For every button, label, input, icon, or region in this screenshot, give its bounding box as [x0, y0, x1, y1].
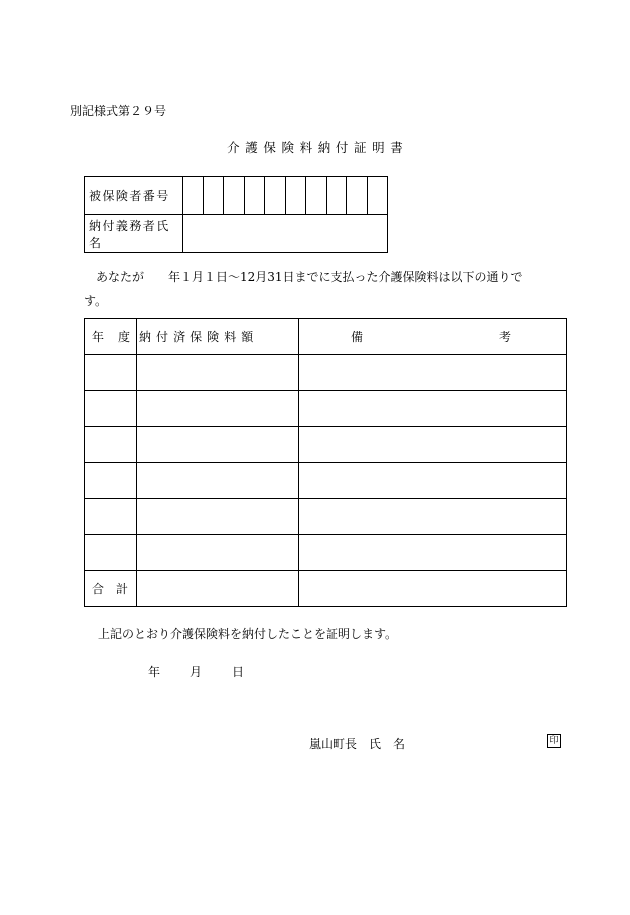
certification-text: 上記のとおり介護保険料を納付したことを証明します。	[98, 627, 398, 641]
header-remarks	[299, 319, 567, 355]
insured-number-digit-box[interactable]	[183, 177, 204, 215]
insured-number-digit-box[interactable]	[347, 177, 368, 215]
mayor-signature-line: 嵐山町長 氏 名	[309, 737, 406, 751]
seal-mark: 印	[547, 734, 561, 748]
amount-cell[interactable]	[137, 463, 299, 499]
table-row	[85, 535, 567, 571]
date-month-label: 月	[190, 665, 203, 679]
insured-number-digit-box[interactable]	[265, 177, 286, 215]
insured-number-digit-box[interactable]	[367, 177, 388, 215]
table-row	[85, 463, 567, 499]
payer-name-field[interactable]	[183, 215, 388, 253]
remarks-cell[interactable]	[299, 427, 567, 463]
insured-number-label: 被保険者番号	[85, 177, 183, 215]
header-remarks-char-2: 考	[498, 330, 511, 344]
insured-number-digit-box[interactable]	[326, 177, 347, 215]
form-number: 別記様式第２９号	[70, 104, 167, 118]
header-year-char-2: 度	[117, 330, 130, 344]
insured-number-digit-box[interactable]	[244, 177, 265, 215]
amount-cell[interactable]	[137, 391, 299, 427]
table-row	[85, 427, 567, 463]
total-label-char-2: 計	[115, 582, 128, 596]
insured-number-digit-box[interactable]	[306, 177, 327, 215]
total-label	[85, 571, 137, 607]
statement-paragraph	[84, 265, 574, 313]
amount-cell[interactable]	[137, 535, 299, 571]
remarks-cell[interactable]	[299, 391, 567, 427]
total-remarks-cell[interactable]	[299, 571, 567, 607]
payer-name-label: 納付義務者氏名	[85, 215, 183, 253]
total-amount-cell[interactable]	[137, 571, 299, 607]
date-year-label: 年	[148, 665, 161, 679]
header-year	[85, 319, 137, 355]
statement-line-2: す。	[84, 294, 108, 308]
header-paid-amount: 納付済保険料額	[137, 319, 299, 355]
year-cell[interactable]	[85, 499, 137, 535]
year-cell[interactable]	[85, 427, 137, 463]
amount-cell[interactable]	[137, 499, 299, 535]
remarks-cell[interactable]	[299, 463, 567, 499]
remarks-cell[interactable]	[299, 535, 567, 571]
table-header-row	[85, 319, 567, 355]
amount-cell[interactable]	[137, 427, 299, 463]
insured-info-table	[84, 176, 388, 253]
table-row	[85, 355, 567, 391]
header-remarks-char-1: 備	[351, 330, 364, 344]
payment-table	[84, 318, 567, 607]
header-year-char-1: 年	[92, 330, 105, 344]
document-title: 介護保険料納付証明書	[227, 140, 409, 155]
remarks-cell[interactable]	[299, 355, 567, 391]
insured-number-digit-box[interactable]	[203, 177, 224, 215]
year-cell[interactable]	[85, 535, 137, 571]
year-cell[interactable]	[85, 391, 137, 427]
payer-name-row	[85, 215, 388, 253]
table-row	[85, 391, 567, 427]
table-row	[85, 499, 567, 535]
total-row	[85, 571, 567, 607]
remarks-cell[interactable]	[299, 499, 567, 535]
date-day-label: 日	[232, 665, 245, 679]
year-cell[interactable]	[85, 355, 137, 391]
insured-number-digit-box[interactable]	[224, 177, 245, 215]
year-cell[interactable]	[85, 463, 137, 499]
insured-number-row	[85, 177, 388, 215]
insured-number-digit-box[interactable]	[285, 177, 306, 215]
statement-line-1: あなたが 年１月１日〜12月31日までに支払った介護保険料は以下の通りで	[96, 270, 523, 284]
amount-cell[interactable]	[137, 355, 299, 391]
total-label-char-1: 合	[92, 582, 105, 596]
